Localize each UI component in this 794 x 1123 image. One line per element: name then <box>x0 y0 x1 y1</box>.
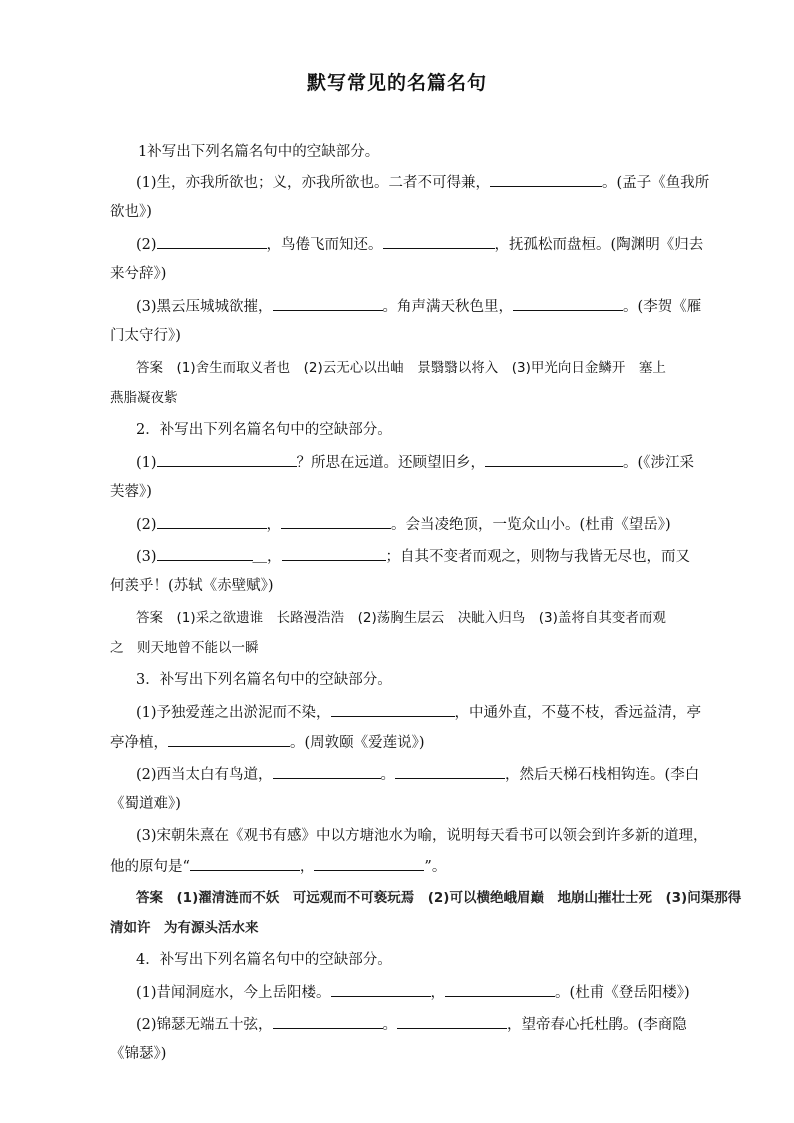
q2-item3-text-c: ；自其不变者而观之，则物与我皆无尽也，而又 <box>385 549 691 565</box>
answer-blank[interactable] <box>383 234 495 249</box>
answer-blank[interactable] <box>395 764 505 779</box>
q1-answer-line1: 答案 (1)舍生而取义者也 (2)云无心以出岫 景翳翳以将入 (3)甲光向日金鳞开 塞上 <box>136 360 666 376</box>
q3-item1-text-c: 亭净植， <box>110 735 168 751</box>
q2-item3-text-b: ＿， <box>252 549 282 565</box>
q4-item2-text-b: 。 <box>382 1017 398 1033</box>
q1-answer-line2: 燕脂凝夜紫 <box>110 390 178 406</box>
q1-item2-line2: 来兮辞》) <box>110 266 167 282</box>
q3-item2-line2: 《蜀道难》) <box>110 796 181 812</box>
q1-item1-line2: 欲也》) <box>110 204 152 220</box>
q4-item2-line2: 《锦瑟》) <box>110 1046 167 1062</box>
answer-blank[interactable] <box>490 172 602 187</box>
answer-blank[interactable] <box>273 1014 383 1029</box>
q2-item2-line1 <box>136 514 671 535</box>
q3-item3-text-b: 他的原句是“ <box>110 859 190 875</box>
q2-item2-text-c: 。会当凌绝顶，一览众山小。(杜甫《望岳》) <box>391 517 671 533</box>
q1-item3-text-c: 。(李贺《雁 <box>623 299 702 315</box>
page-title: 默写常见的名篇名句 <box>306 72 487 94</box>
q1-item2-text-b: ，鸟倦飞而知还。 <box>266 237 383 253</box>
q2-item3-line1 <box>136 546 690 567</box>
q4-item2-text-a: (2)锦瑟无端五十弦， <box>136 1017 273 1033</box>
answer-blank[interactable] <box>168 732 290 747</box>
q2-item1-text-b: ？所思在远道。还顾望旧乡， <box>296 455 486 471</box>
q1-item2-text-c: ，抚孤松而盘桓。(陶渊明《归去 <box>494 237 704 253</box>
q4-item1-text-a: (1)昔闻洞庭水，今上岳阳楼。 <box>136 985 331 1001</box>
q3-item1-text-a: (1)予独爱莲之出淤泥而不染， <box>136 705 331 721</box>
answer-blank[interactable] <box>314 856 424 871</box>
q4-item2-line1 <box>136 1014 687 1035</box>
q1-item1-text-a: (1)生，亦我所欲也；义，亦我所欲也。二者不可得兼， <box>136 175 491 191</box>
answer-blank[interactable] <box>157 452 297 467</box>
answer-blank[interactable] <box>273 296 383 311</box>
q2-item1-text-c: 。(《涉江采 <box>623 455 694 471</box>
q3-item3-text-c: ， <box>299 859 315 875</box>
q4-item1-text-b: ， <box>430 985 446 1001</box>
q2-item1-text-a: (1) <box>136 455 157 471</box>
answer-blank[interactable] <box>331 982 431 997</box>
q2-item1-line2: 芙蓉》) <box>110 484 152 500</box>
answer-blank[interactable] <box>282 546 386 561</box>
q3-item2-text-c: ，然后天梯石栈相钩连。(李白 <box>505 767 700 783</box>
q1-item3-line1 <box>136 296 701 317</box>
q3-item2-text-a: (2)西当太白有鸟道， <box>136 767 273 783</box>
q2-item3-text-a: (3) <box>136 549 157 565</box>
q3-item1-text-d: 。(周敦颐《爱莲说》) <box>290 735 425 751</box>
answer-blank[interactable] <box>281 514 391 529</box>
q1-item1-text-b: 。(孟子《鱼我所 <box>602 175 710 191</box>
answer-blank[interactable] <box>157 514 267 529</box>
q3-item1-line2 <box>110 732 425 753</box>
q1-item3-text-b: 。角声满天秋色里， <box>382 299 514 315</box>
answer-blank[interactable] <box>445 982 555 997</box>
q1-item1-line1 <box>136 172 709 193</box>
q4-item1-line1 <box>136 982 690 1003</box>
answer-blank[interactable] <box>157 546 253 561</box>
answer-blank[interactable] <box>331 702 455 717</box>
answer-blank[interactable] <box>273 764 381 779</box>
q3-answer-line2: 清如许 为有源头活水来 <box>110 920 259 936</box>
q1-item3-text-a: (3)黑云压城城欲摧， <box>136 299 273 315</box>
q1-item2-text-a: (2) <box>136 237 157 253</box>
q2-item1-line1 <box>136 452 694 473</box>
q3-item3-line1: (3)宋朝朱熹在《观书有感》中以方塘池水为喻，说明每天看书可以领会到许多新的道理， <box>136 828 708 844</box>
q2-answer-line2: 之 则天地曾不能以一瞬 <box>110 640 259 656</box>
q2-answer-line1: 答案 (1)采之欲遗谁 长路漫浩浩 (2)荡胸生层云 决眦入归鸟 (3)盖将自其变者而观 <box>136 610 666 626</box>
q1-heading: 1补写出下列名篇名句中的空缺部分。 <box>138 144 380 160</box>
q1-item2-line1 <box>136 234 703 255</box>
q4-item2-text-c: ，望帝春心托杜鹃。(李商隐 <box>507 1017 687 1033</box>
answer-blank[interactable] <box>157 234 267 249</box>
q3-heading: 3．补写出下列名篇名句中的空缺部分。 <box>136 672 392 688</box>
q3-item1-text-b: ，中通外直，不蔓不枝，香远益清，亭 <box>454 705 702 721</box>
q3-item2-text-b: 。 <box>380 767 396 783</box>
q2-item2-text-a: (2) <box>136 517 157 533</box>
answer-blank[interactable] <box>513 296 623 311</box>
q4-heading: 4．补写出下列名篇名句中的空缺部分。 <box>136 952 392 968</box>
q3-item2-line1 <box>136 764 699 785</box>
q3-answer-line1: 答案 (1)濯清涟而不妖 可远观而不可亵玩焉 (2)可以横绝峨眉巅 地崩山摧壮士死 (3)问渠那得 <box>136 890 742 906</box>
q2-heading: 2．补写出下列名篇名句中的空缺部分。 <box>136 422 392 438</box>
answer-blank[interactable] <box>190 856 300 871</box>
q3-item1-line1 <box>136 702 701 723</box>
answer-blank[interactable] <box>485 452 623 467</box>
q4-item1-text-c: 。(杜甫《登岳阳楼》) <box>555 985 690 1001</box>
q1-item3-line2: 门太守行》) <box>110 328 181 344</box>
answer-blank[interactable] <box>397 1014 507 1029</box>
q3-item3-text-d: ”。 <box>424 859 447 875</box>
q2-item3-line2: 何羡乎！(苏轼《赤壁赋》) <box>110 578 274 594</box>
q3-item3-line2 <box>110 856 446 877</box>
q2-item2-text-b: ， <box>266 517 282 533</box>
